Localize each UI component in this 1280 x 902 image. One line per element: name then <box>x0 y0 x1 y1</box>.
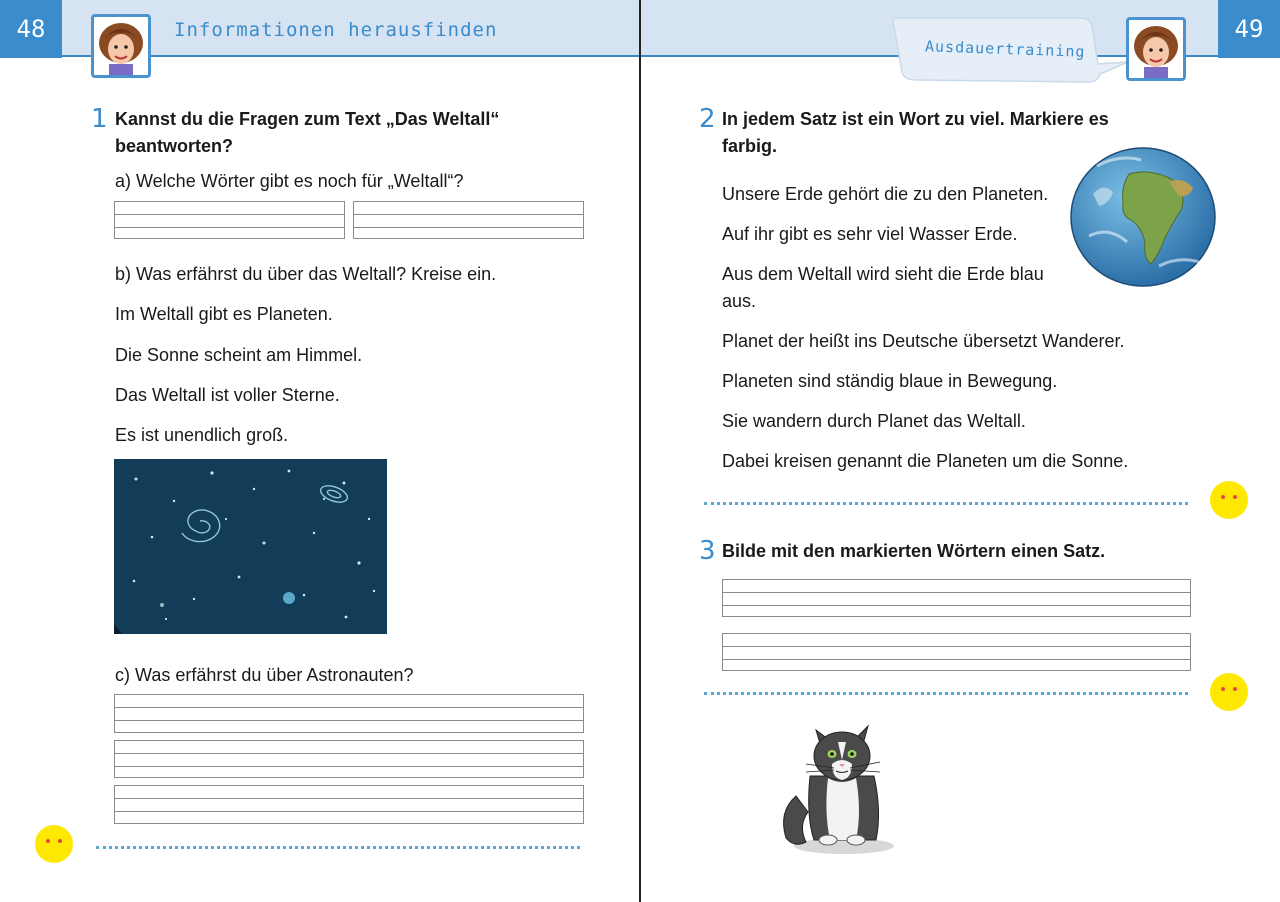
self-assessment-smiley-icon[interactable] <box>1210 481 1248 519</box>
writing-lines-c2[interactable] <box>114 740 584 778</box>
page-number-left: 48 <box>0 0 62 58</box>
task2-sentence-cont[interactable]: aus. <box>722 291 757 311</box>
writing-lines-a1[interactable] <box>114 201 345 239</box>
task2-sentence[interactable]: Sie wandern durch Planet das Weltall. <box>722 411 1026 431</box>
self-assessment-smiley-icon[interactable] <box>35 825 73 863</box>
task3-number: 3 <box>699 536 716 566</box>
task2-sentence[interactable]: Planeten sind ständig blaue in Bewegung. <box>722 371 1058 391</box>
task2-sentence[interactable]: Unsere Erde gehört die zu den Planeten. <box>722 184 1049 204</box>
task1-number: 1 <box>91 104 108 134</box>
header-title-right: Ausdauertraining <box>924 37 1086 61</box>
task2-sentence[interactable]: Aus dem Weltall wird sieht die Erde blau <box>722 264 1044 284</box>
circle-option[interactable]: Im Weltall gibt es Planeten. <box>115 304 333 324</box>
task2-sentence[interactable]: Planet der heißt ins Deutsche übersetzt Wanderer. <box>722 331 1125 351</box>
page-number-right: 49 <box>1218 0 1280 58</box>
task2-sentence[interactable]: Auf ihr gibt es sehr viel Wasser Erde. <box>722 224 1018 244</box>
task1-heading-line1: Kannst du die Fragen zum Text „Das Weltall“ <box>115 109 500 129</box>
dotted-divider <box>96 846 580 849</box>
writing-lines-task3-1[interactable] <box>722 579 1191 617</box>
task2-heading-line2: farbig. <box>722 136 778 156</box>
circle-option[interactable]: Das Weltall ist voller Sterne. <box>115 385 340 405</box>
writing-lines-c1[interactable] <box>114 694 584 733</box>
self-assessment-smiley-icon[interactable] <box>1210 673 1248 711</box>
task3-heading: Bilde mit den markierten Wörtern einen Satz. <box>722 541 1106 561</box>
circle-option[interactable]: Es ist unendlich groß. <box>115 425 289 445</box>
circle-option[interactable]: Die Sonne scheint am Himmel. <box>115 345 363 365</box>
task1-question-c: c) Was erfährst du über Astronauten? <box>115 665 414 685</box>
book-spine <box>639 0 641 902</box>
writing-lines-task3-2[interactable] <box>722 633 1191 671</box>
task1-heading-line2: beantworten? <box>115 136 234 156</box>
dotted-divider <box>704 502 1188 505</box>
avatar-girl-right-icon <box>1126 17 1186 81</box>
dotted-divider <box>704 692 1188 695</box>
space-illustration <box>114 459 387 634</box>
writing-lines-c3[interactable] <box>114 785 584 824</box>
header-title-left: Informationen herausfinden <box>174 19 498 41</box>
task1-question-a: a) Welche Wörter gibt es noch für „Weltall“? <box>115 171 464 191</box>
earth-globe-icon <box>1069 146 1217 288</box>
task2-sentence[interactable]: Dabei kreisen genannt die Planeten um die Sonne. <box>722 451 1129 471</box>
cat-illustration-icon <box>776 716 906 856</box>
task2-number: 2 <box>699 104 716 134</box>
avatar-girl-left-icon <box>91 14 151 78</box>
task2-heading-line1: In jedem Satz ist ein Wort zu viel. Markiere es <box>722 109 1109 129</box>
task1-question-b: b) Was erfährst du über das Weltall? Kreise ein. <box>115 264 497 284</box>
writing-lines-a2[interactable] <box>353 201 584 239</box>
